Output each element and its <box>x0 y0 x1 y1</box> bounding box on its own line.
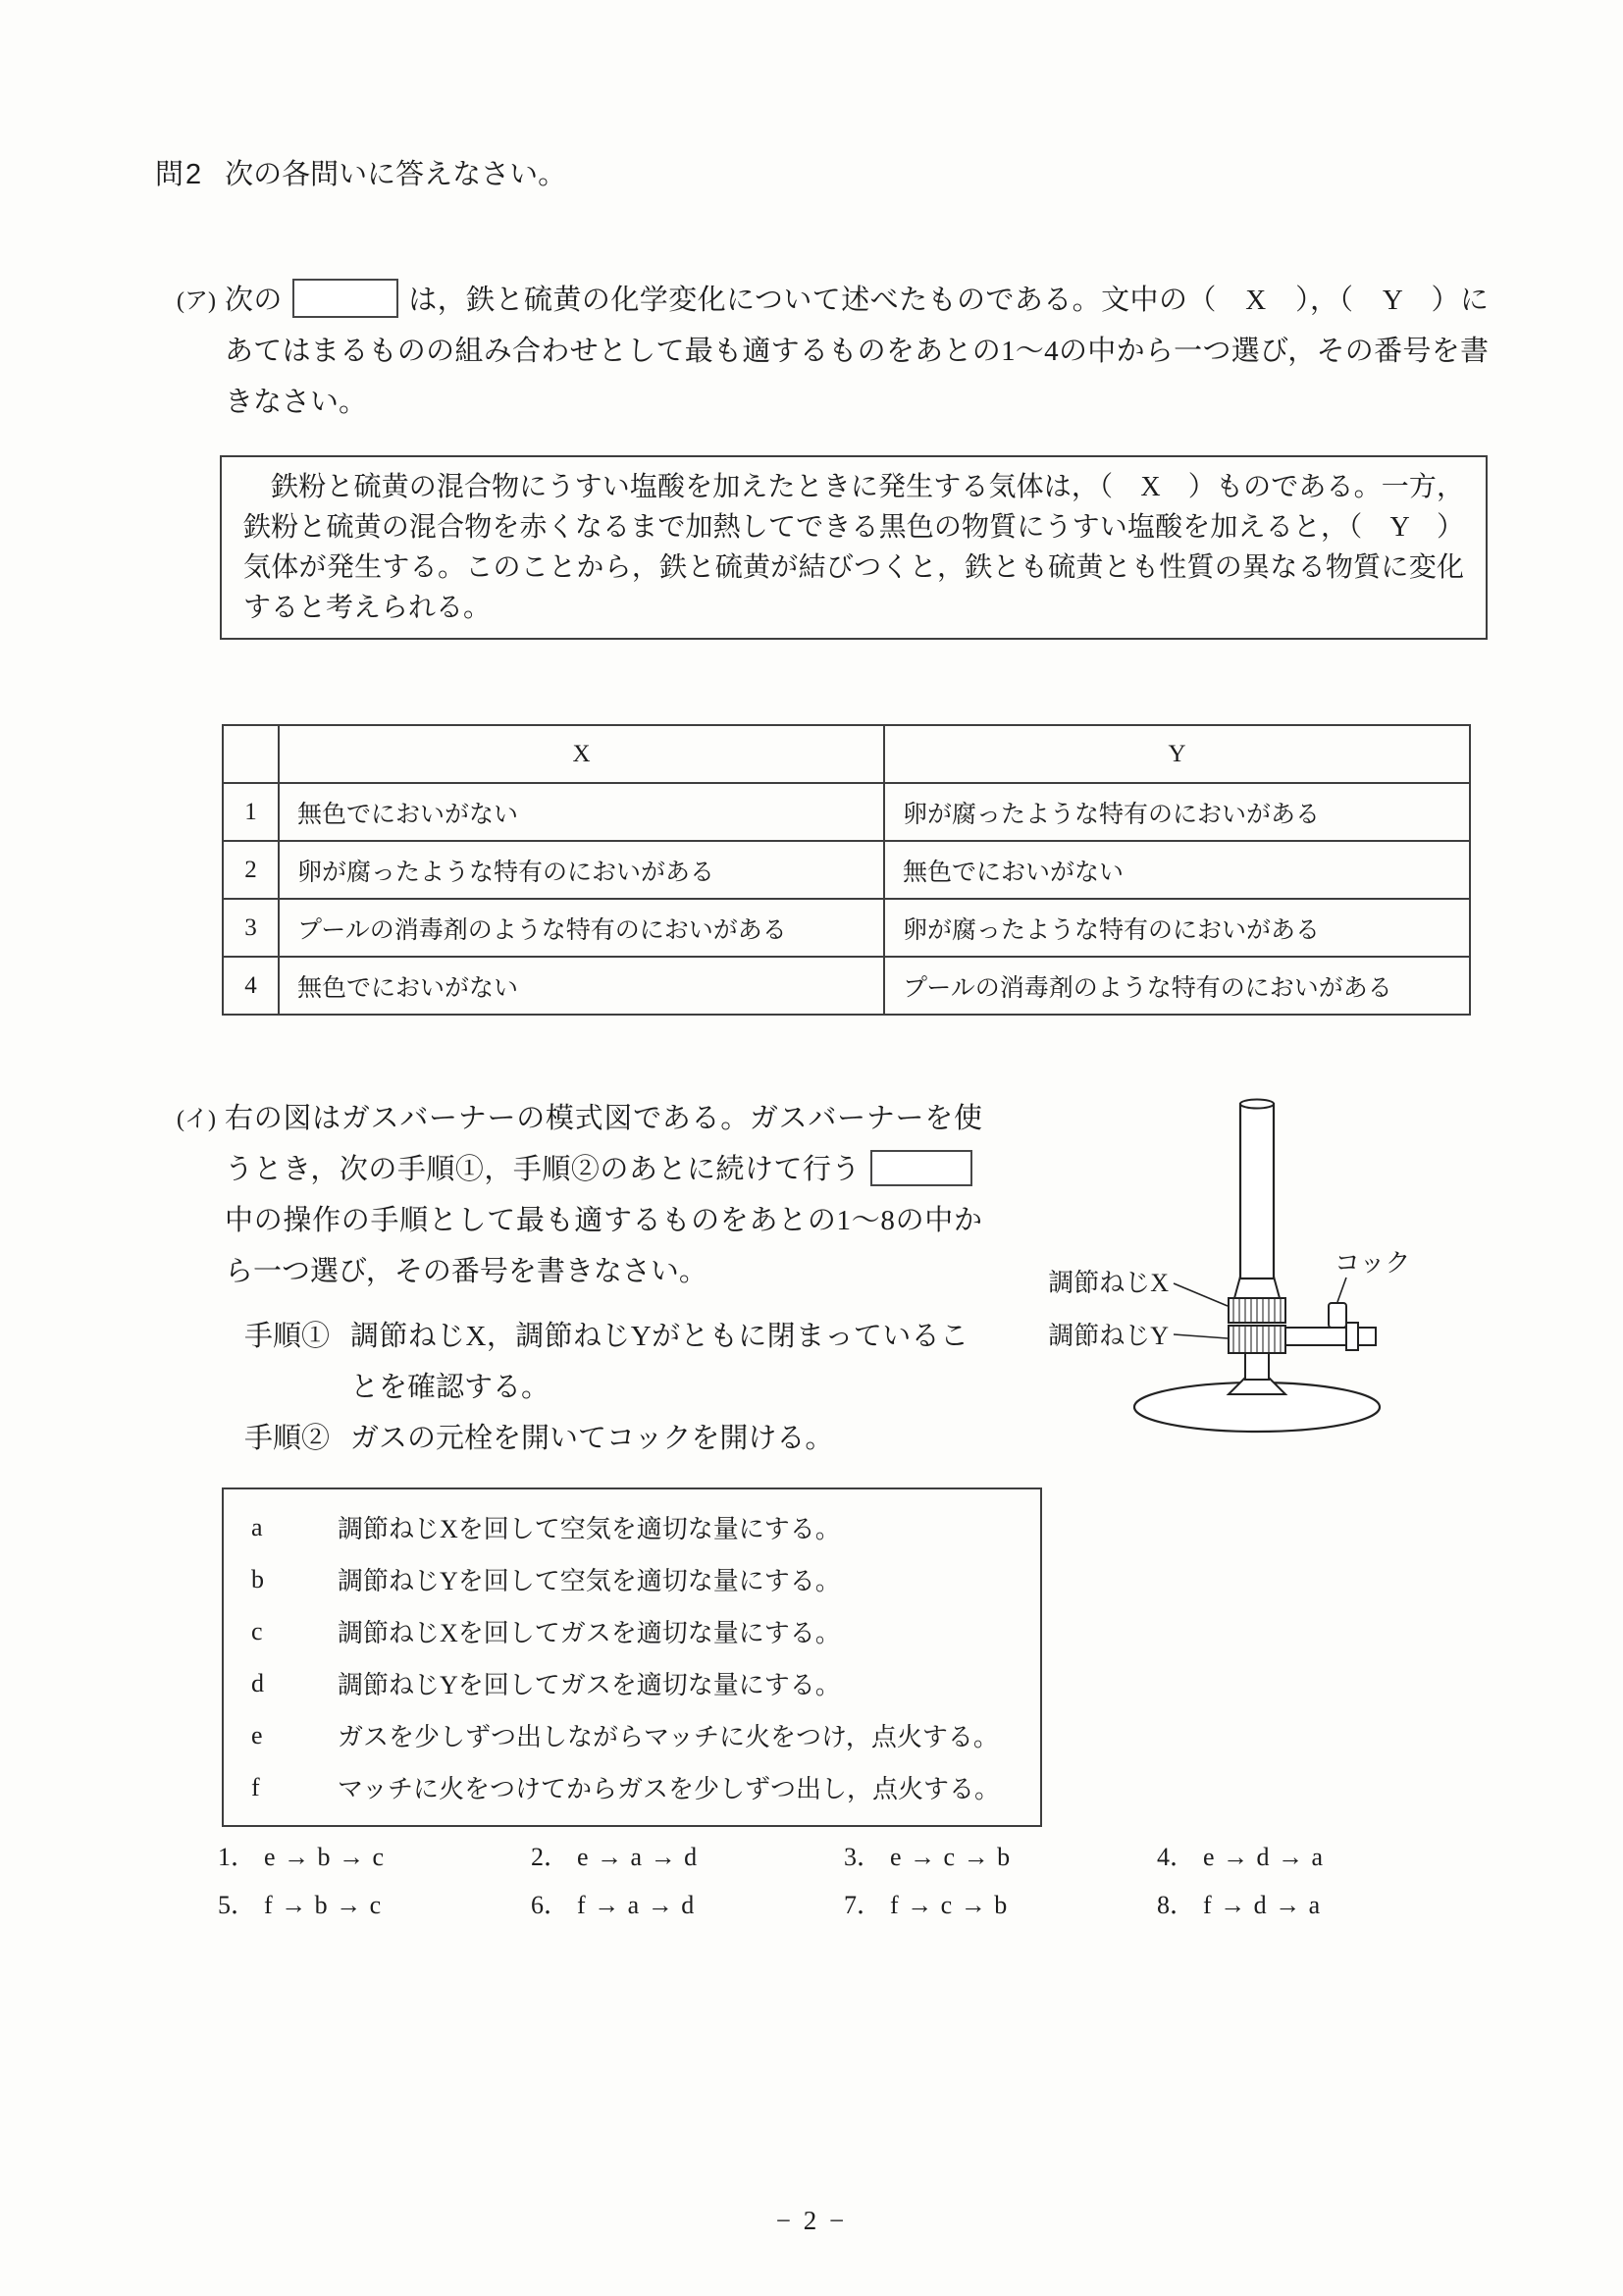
table-corner-cell <box>223 725 279 783</box>
burner-stem <box>1245 1353 1269 1380</box>
step-1-text: 調節ねじX，調節ねじYがともに閉まっていることを確認する。 <box>350 1321 969 1403</box>
gas-adjust-ring-y <box>1229 1326 1285 1353</box>
part-b-intro-before: 右の図はガスバーナーの模式図である。ガスバーナーを使うとき，次の手順①，手順②のあとに続けて行う <box>225 1103 982 1185</box>
option-number: 5． <box>218 1891 257 1919</box>
step-1-label: 手順① <box>244 1321 331 1352</box>
cock-handle <box>1329 1303 1346 1328</box>
choice-text: 調節ねじXを回してガスを適切な量にする。 <box>338 1619 841 1647</box>
choice-item-f <box>251 1761 1022 1813</box>
answer-blank-box <box>292 279 398 318</box>
row-number: 2 <box>223 841 279 899</box>
option-number: 4． <box>1157 1843 1196 1871</box>
step-2-label: 手順② <box>244 1423 331 1454</box>
choice-letter: c <box>251 1616 263 1645</box>
option-number: 3． <box>844 1843 883 1871</box>
cell-y: 卵が腐ったような特有のにおいがある <box>884 783 1470 841</box>
cell-x: 卵が腐ったような特有のにおいがある <box>279 841 884 899</box>
table-row <box>223 841 1470 899</box>
part-a-section <box>177 275 1492 428</box>
part-b-intro-after: 中の操作の手順として最も適するものをあとの1～8の中から一つ選び，その番号を書きなさい。 <box>225 1205 982 1287</box>
table-row <box>223 957 1470 1015</box>
procedure-steps <box>244 1311 982 1464</box>
choices-box <box>222 1487 1042 1827</box>
step-1 <box>244 1311 982 1413</box>
option-4 <box>1157 1833 1470 1881</box>
option-8 <box>1157 1881 1470 1929</box>
choice-item-e <box>251 1709 1022 1761</box>
step-2 <box>244 1413 982 1464</box>
choice-letter: b <box>251 1564 264 1593</box>
option-sequence: e → a → d <box>577 1843 699 1871</box>
gas-inlet-collar <box>1346 1323 1358 1350</box>
choice-text: ガスを少しずつ出しながらマッチに火をつけ，点火する。 <box>338 1723 999 1751</box>
barrel-taper <box>1234 1277 1280 1298</box>
choice-text: 調節ねじXを回して空気を適切な量にする。 <box>338 1515 841 1543</box>
table-row <box>223 899 1470 957</box>
table-row <box>223 783 1470 841</box>
numbered-options <box>218 1833 1470 1929</box>
option-number: 1． <box>218 1843 257 1871</box>
part-a-intro-after: は，鉄と硫黄の化学変化について述べたものである。文中の（ X ），（ Y ）にあてはまるものの組み合わせとして最も適するものをあとの1～4の中から一つ選び，その番号を書きなさい。 <box>225 285 1489 418</box>
choice-letter: e <box>251 1720 263 1749</box>
option-sequence: e → c → b <box>890 1843 1012 1871</box>
label-screw-x: 調節ねじX <box>1048 1269 1169 1297</box>
choice-text: 調節ねじYを回して空気を適切な量にする。 <box>338 1567 841 1595</box>
option-sequence: e → b → c <box>264 1843 386 1871</box>
gas-burner-diagram <box>1001 1077 1472 1455</box>
answer-table <box>222 724 1471 1016</box>
row-number: 4 <box>223 957 279 1015</box>
choice-item-d <box>251 1657 1022 1709</box>
option-2 <box>531 1833 844 1881</box>
gas-inlet-stub <box>1358 1328 1376 1345</box>
cell-x: 無色でにおいがない <box>279 783 884 841</box>
choice-text: 調節ねじYを回してガスを適切な量にする。 <box>338 1671 841 1699</box>
option-sequence: f → d → a <box>1203 1891 1322 1919</box>
leader-line-screw-y <box>1174 1334 1228 1338</box>
part-a-intro-before: 次の <box>225 285 283 316</box>
burner-barrel <box>1240 1104 1274 1278</box>
choice-item-b <box>251 1553 1022 1605</box>
row-number: 3 <box>223 899 279 957</box>
step-2-text: ガスの元栓を開いてコックを開ける。 <box>350 1423 834 1454</box>
option-7 <box>844 1881 1157 1929</box>
choice-letter: d <box>251 1668 264 1697</box>
option-5 <box>218 1881 531 1929</box>
table-header-y: Y <box>884 725 1470 783</box>
barrel-opening <box>1240 1100 1274 1109</box>
air-adjust-ring-x <box>1229 1298 1285 1323</box>
cock-pipe <box>1285 1328 1346 1345</box>
choice-item-a <box>251 1501 1022 1553</box>
leader-line-screw-x <box>1174 1283 1228 1306</box>
table-header-x: X <box>279 725 884 783</box>
label-cock: コック <box>1335 1249 1411 1278</box>
option-number: 8． <box>1157 1891 1196 1919</box>
option-sequence: e → d → a <box>1203 1843 1325 1871</box>
option-3 <box>844 1833 1157 1881</box>
choice-letter: f <box>251 1772 260 1801</box>
cell-y: 無色でにおいがない <box>884 841 1470 899</box>
row-number: 1 <box>223 783 279 841</box>
part-b-question-text <box>225 1093 982 1297</box>
option-sequence: f → b → c <box>264 1891 383 1919</box>
label-screw-y: 調節ねじY <box>1048 1322 1169 1350</box>
leader-line-cock <box>1337 1278 1346 1302</box>
cell-y: 卵が腐ったような特有のにおいがある <box>884 899 1470 957</box>
option-number: 7． <box>844 1891 883 1919</box>
option-1 <box>218 1833 531 1881</box>
passage-box <box>220 455 1488 640</box>
option-number: 6． <box>531 1891 570 1919</box>
choice-item-c <box>251 1605 1022 1657</box>
part-a-question-text <box>225 275 1489 428</box>
question2-text: 次の各問いに答えなさい。 <box>225 159 567 190</box>
option-number: 2． <box>531 1843 570 1871</box>
gas-burner-illustration <box>1001 1077 1472 1455</box>
cell-y: プールの消毒剤のような特有のにおいがある <box>884 957 1470 1015</box>
question2-heading <box>155 155 566 195</box>
option-6 <box>531 1881 844 1929</box>
table-header-row <box>223 725 1470 783</box>
cell-x: 無色でにおいがない <box>279 957 884 1015</box>
page-number: − 2 − <box>775 2206 848 2235</box>
part-b-section <box>177 1093 1021 1464</box>
part-b-label: (イ) <box>177 1107 216 1132</box>
option-sequence: f → c → b <box>890 1891 1009 1919</box>
cell-x: プールの消毒剤のような特有のにおいがある <box>279 899 884 957</box>
answer-blank-box <box>870 1150 972 1186</box>
option-sequence: f → a → d <box>577 1891 696 1919</box>
choice-letter: a <box>251 1512 263 1541</box>
question2-number: 問2 <box>155 159 204 190</box>
choice-text: マッチに火をつけてからガスを少しずつ出し，点火する。 <box>338 1775 1000 1803</box>
part-a-label: (ア) <box>177 288 216 314</box>
passage-text: 鉄粉と硫黄の混合物にうすい塩酸を加えたときに発生する気体は，（ X ）ものである。一方，鉄粉と硫黄の混合物を赤くなるまで加熱してできる黒色の物質にうすい塩酸を加えると，（ Y ）気体が発生する。このことから，鉄と硫黄が結びつくと，鉄とも硫黄とも性質の異なる物質に変化すると考えられる。 <box>243 472 1464 623</box>
